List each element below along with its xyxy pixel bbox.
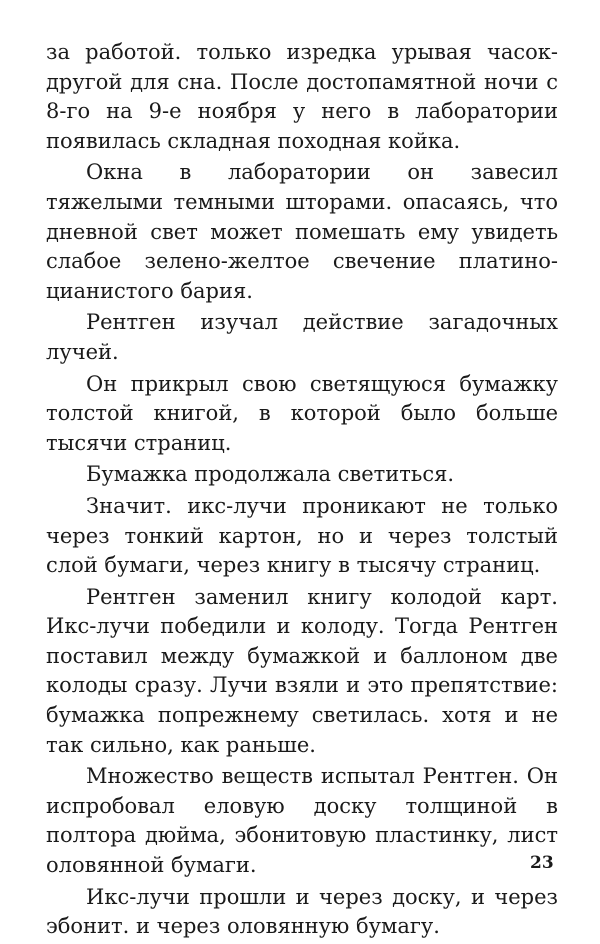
paragraph: Он прикрыл свою светящуюся бумажку толстой книгой, в которой было больше тысячи страниц. — [46, 371, 558, 455]
paragraph: Значит. икс-лучи проникают не только через тонкий картон, но и через толстый слой бумаги, через книгу в тысячу страниц. — [46, 493, 558, 578]
paragraph: Окна в лаборатории он завесил тяжелыми темными шторами. опасаясь, что дневной свет может помешать ему увидеть слабое зелено-желтое свечение платино-цианистого бария. — [46, 160, 558, 303]
paragraph: Бумажка продолжала светиться. — [86, 462, 455, 487]
paragraph: Рентген изучал действие загадочных лучей. — [46, 310, 558, 364]
paragraph: Рентген заменил книгу колодой карт. Икс-лучи победили и колоду. Тогда Рентген поставил между бумажкой и баллоном две колоды сразу. Лучи взяли и это препятствие: бумажка попрежнему светилась. хотя и не так сильно, как раньше. — [46, 584, 558, 757]
paragraph: Икс-лучи прошли и через доску, и через эбонит. и через оловянную бумагу. — [46, 884, 558, 939]
paragraph: за работой. только изредка урывая часок-другой для сна. После достопамятной ночи с 8-го на 9-е ноября у него в лаборатории появилась складная походная койка. — [46, 40, 558, 153]
paragraph: Множество веществ испытал Рентген. Он испробовал еловую доску толщиной в полтора дюйма, эбонитовую пластинку, лист оловянной бумаги. — [46, 764, 558, 878]
page-body — [46, 38, 558, 944]
page-number: 23 — [530, 853, 554, 873]
